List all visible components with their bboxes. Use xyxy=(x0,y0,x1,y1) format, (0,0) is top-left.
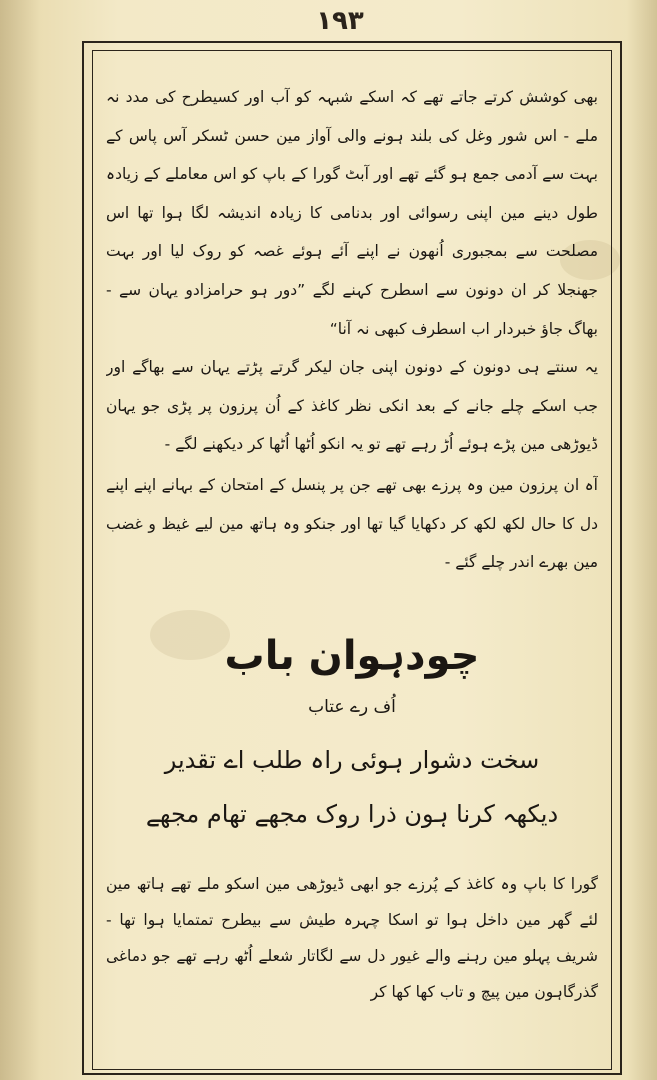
paragraph-4: گورا کا باپ وہ کاغذ کے پُرزے جو ابھی ڈیوڑھی مین اسکو ملے تھے ہاتھ مین لئے گھر مین داخل ہوا تو اسکا چہرہ طیش سے بیطرح تمتمایا ہوا تھا - شریف پہلو مین رہنے والے غیور دل سے لگاتار شعلے اُٹھ رہے تھے جو دماغی گذرگاہون مین پیچ و تاب کھا کھا کر xyxy=(106,875,598,1001)
page-content xyxy=(106,78,598,1068)
paragraph-2: یہ سنتے ہی دونون کے دونون اپنی جان لیکر گرتے پڑتے یہان سے بھاگے اور جب اسکے چلے جانے کے بعد انکی نظر کاغذ کے اُن پرزون پر پڑی جو یہان ڈیوڑھی مین پڑے ہوئے اُڑ رہے تھے تو یہ انکو اُٹھا اُٹھا کر دیکھنے لگے - xyxy=(106,358,598,454)
binding-shadow xyxy=(0,0,40,1080)
page-number: ۱۹۳ xyxy=(316,6,364,36)
chapter-subtitle: اُف رے عتاب xyxy=(308,697,396,717)
chapter-title: چودہوان باب xyxy=(224,633,480,679)
verse-line-1: سخت دشوار ہوئی راہ طلب اے تقدیر xyxy=(164,746,540,774)
paragraph-1: بھی کوشش کرتے جاتے تھے کہ اسکے شبہہ کو آب اور کسیطرح کی مدد نہ ملے - اس شور وغل کی بلند ہونے والی آواز مین حسن ٹسکر آس پاس کے بہت سے آدمی جمع ہو گئے تھے اور آبٹ گورا کے باپ کو اس معاملے کے زیادہ طول دینے مین اپنی رسوائی اور بدنامی کا زیادہ اندیشہ لگا ہوا تھا اس مصلحت سے بمجبوری اُنھون نے اپنے آئے ہوئے غصہ کو روک لیا اور بہت جھنجلا کر ان دونون سے اسطرح کہنے لگے ”دور ہو حرامزادو یہان سے - بھاگ جاؤ خبردار اب اسطرف کبھی نہ آنا“ xyxy=(106,88,598,338)
page-edge-shadow xyxy=(627,0,657,1080)
paragraph-3: آہ ان پرزون مین وہ پرزے بھی تھے جن پر پنسل کے امتحان کے بہانے اپنے اپنے دل کا حال لکھ لکھ کر دکھایا گیا تھا اور جنکو وہ ہاتھ مین لیے غیظ و غضب مین بھرے اندر چلے گئے - xyxy=(106,476,598,572)
verse-line-2: دیکھہ کرنا ہون ذرا روک مجھے تھام مجھے xyxy=(145,800,559,828)
